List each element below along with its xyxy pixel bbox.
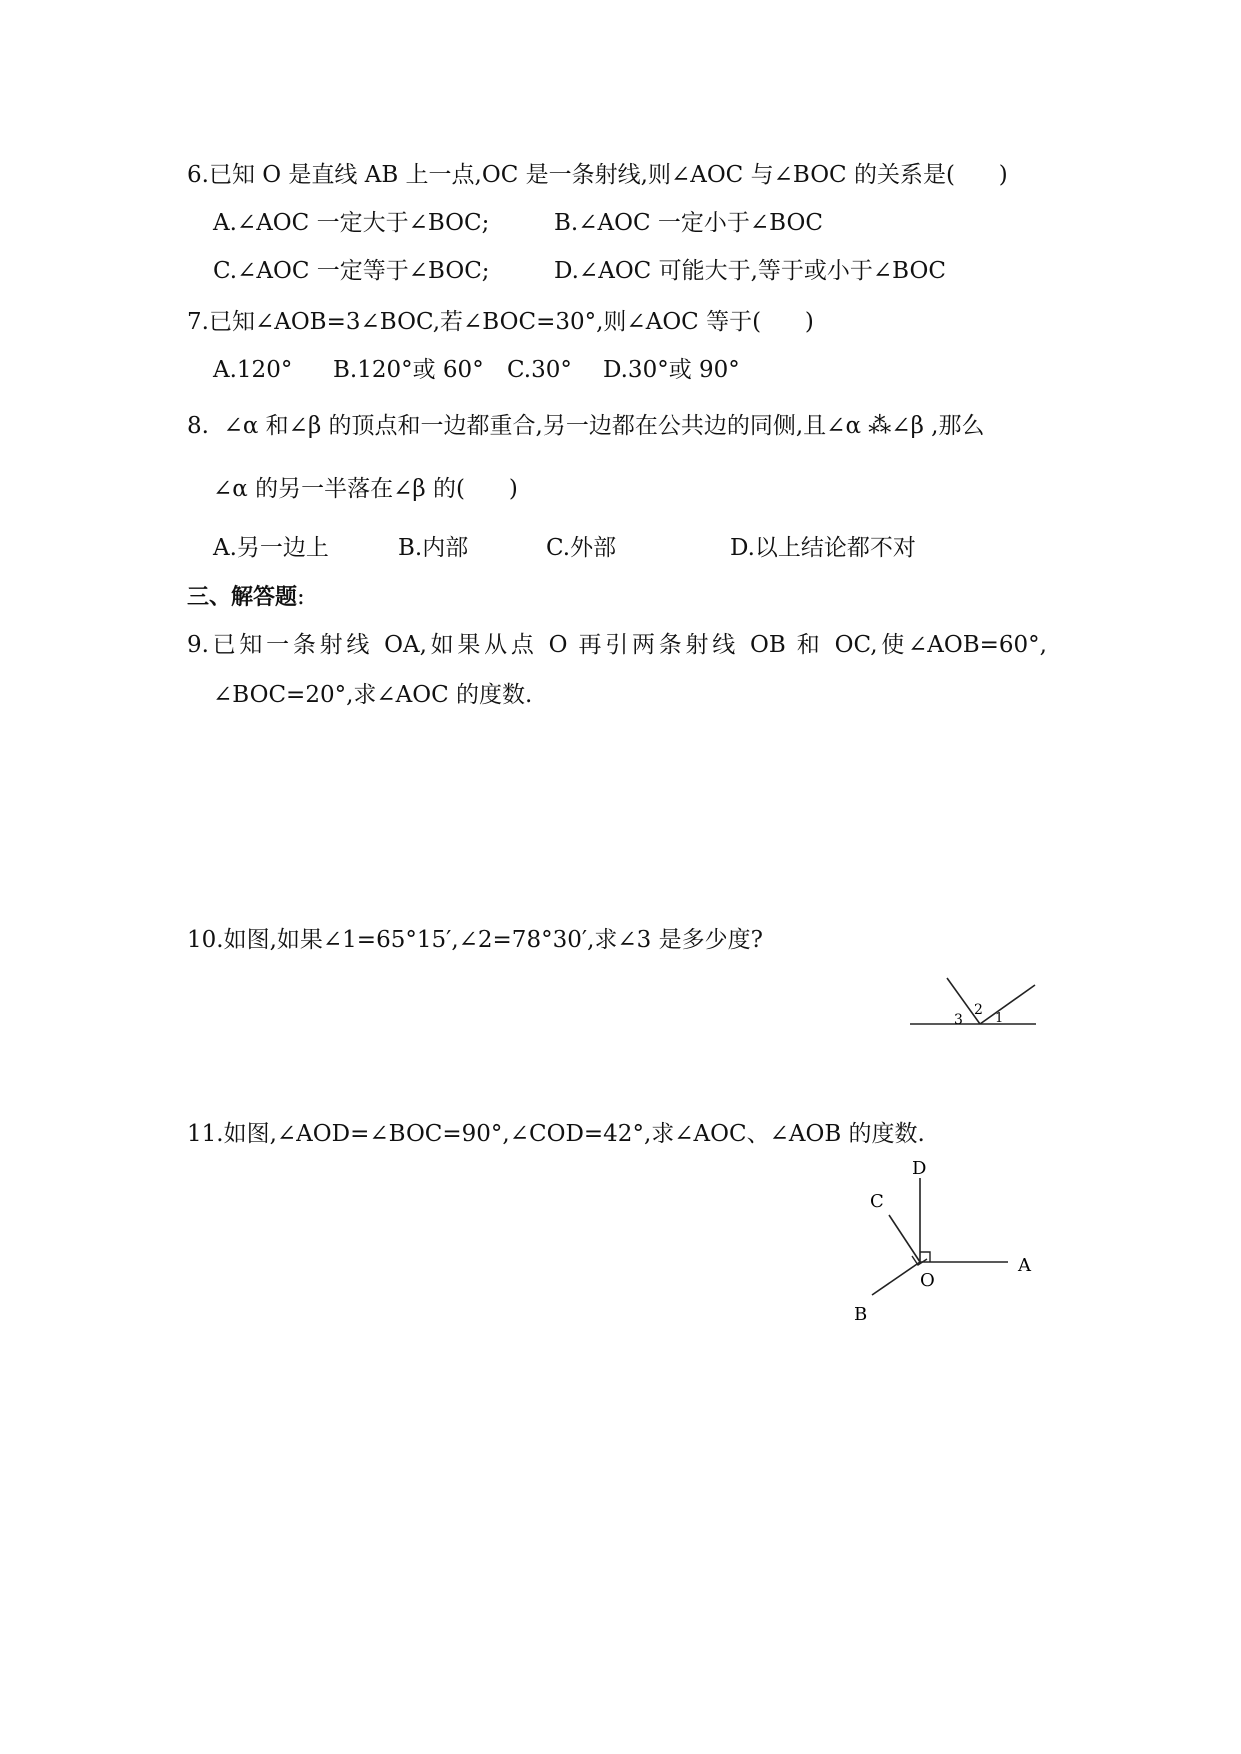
q8-stem-line2: ∠α 的另一半落在∠β 的( ) — [213, 476, 518, 502]
q10-stem: 10.如图,如果∠1=65°15′,∠2=78°30′,求∠3 是多少度? — [187, 927, 763, 953]
point-label-B: B — [854, 1304, 868, 1325]
q11-figure — [840, 1158, 1050, 1342]
q8-option-b: B.内部 — [398, 535, 469, 561]
q7-option-c: C.30° — [507, 357, 572, 383]
angle-label-3: 3 — [954, 1012, 963, 1028]
q6-option-c: C.∠AOC 一定等于∠BOC; — [213, 258, 490, 284]
right-slant-ray — [980, 985, 1035, 1024]
q10-figure — [900, 975, 1050, 1039]
point-label-C: C — [870, 1191, 884, 1212]
section-colon: : — [297, 584, 305, 610]
q9-line2: ∠BOC=20°,求∠AOC 的度数. — [213, 682, 533, 708]
section-heading — [187, 582, 305, 613]
point-label-O: O — [920, 1270, 935, 1291]
q10-angle-diagram — [900, 975, 1050, 1035]
ray-OC — [889, 1215, 920, 1262]
angle-label-1: 1 — [995, 1011, 1004, 1026]
q6-option-b: B.∠AOC 一定小于∠BOC — [554, 210, 823, 236]
section-title: 三、解答题 — [187, 585, 298, 610]
q6-option-d: D.∠AOC 可能大于,等于或小于∠BOC — [554, 258, 946, 284]
q6-stem: 6.已知 O 是直线 AB 上一点,OC 是一条射线,则∠AOC 与∠BOC 的关系是( ) — [187, 162, 1008, 188]
q7-option-a: A.120° — [213, 357, 293, 383]
point-label-D: D — [912, 1158, 927, 1179]
q8-stem-line1: 8. ∠α 和∠β 的顶点和一边都重合,另一边都在公共边的同侧,且∠α ⁂∠β ,那么 — [187, 413, 985, 439]
point-label-A: A — [1018, 1255, 1031, 1276]
q7-stem: 7.已知∠AOB=3∠BOC,若∠BOC=30°,则∠AOC 等于( ) — [187, 309, 814, 335]
q8-option-c: C.外部 — [546, 535, 617, 561]
q6-option-a: A.∠AOC 一定大于∠BOC; — [213, 210, 490, 236]
ray-OB — [872, 1262, 920, 1295]
angle-label-2: 2 — [974, 1002, 983, 1018]
q8-option-d: D.以上结论都不对 — [730, 535, 916, 561]
q7-option-b: B.120°或 60° — [333, 357, 484, 383]
q9-line1: 9.已知一条射线 OA,如果从点 O 再引两条射线 OB 和 OC,使∠AOB=60°, — [187, 632, 1047, 658]
q11-angle-diagram — [840, 1158, 1050, 1338]
q7-option-d: D.30°或 90° — [603, 357, 740, 383]
q8-option-a: A.另一边上 — [213, 535, 329, 561]
q11-stem: 11.如图,∠AOD=∠BOC=90°,∠COD=42°,求∠AOC、∠AOB 的度数. — [187, 1121, 925, 1147]
